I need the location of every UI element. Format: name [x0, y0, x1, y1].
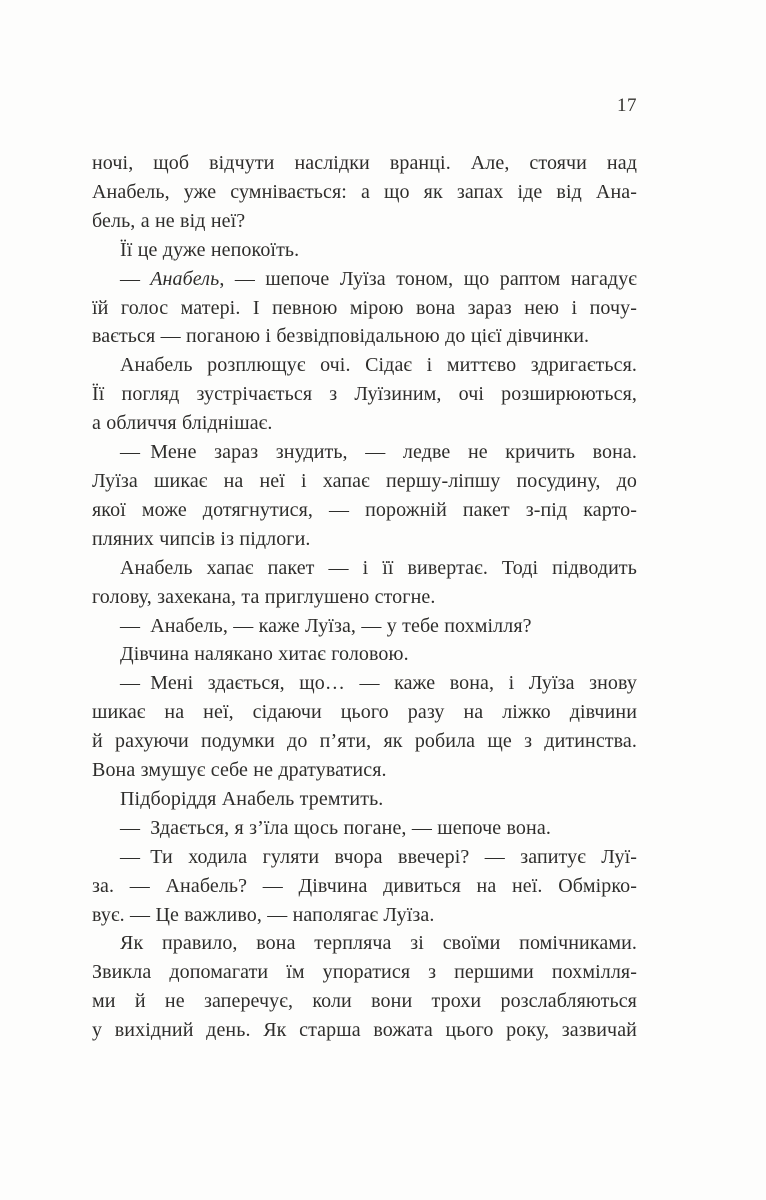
text-line [92, 525, 637, 554]
text-run: Її погляд зустрічається з Луїзиним, очі розширюються, [92, 383, 637, 406]
text-run: Вона змушує себе не дратуватися. [92, 759, 387, 782]
text-line [92, 583, 637, 612]
text-run: Анабель, уже сумнівається: а що як запах іде від Ана- [92, 180, 637, 203]
text-run: — Здається, я з’їла щось погане, — шепоче вона. [120, 816, 551, 839]
text-run: Як правило, вона терпляча зі своїми помічниками. [120, 932, 637, 955]
text-line [92, 149, 637, 178]
text-run: шикає на неї, сідаючи цього разу на ліжко дівчини [92, 701, 637, 724]
text-run: голову, захекана, та приглушено стогне. [92, 585, 436, 608]
text-line [92, 901, 637, 930]
text-run: ми й не заперечує, коли вони трохи розслабляються [92, 990, 637, 1013]
paragraph [92, 149, 637, 236]
paragraph [92, 814, 637, 843]
text-line [92, 669, 637, 698]
text-block [92, 149, 637, 1045]
page-number: 17 [617, 95, 637, 116]
text-run: , — шепоче Луїза тоном, що раптом нагадує [219, 267, 637, 290]
paragraph [92, 236, 637, 265]
text-line [92, 207, 637, 236]
text-run: й рахуючи подумки до п’яти, як робила ще з дитинства. [92, 730, 637, 753]
text-line [92, 438, 637, 467]
text-run: за. — Анабель? — Дівчина дивиться на неї. Обмірко- [92, 874, 637, 897]
text-line [92, 265, 637, 294]
text-line [92, 554, 637, 583]
text-run: їй голос матері. І певною мірою вона зараз нею і почу- [92, 296, 637, 319]
text-line [92, 814, 637, 843]
text-line [92, 785, 637, 814]
text-line [92, 929, 637, 958]
text-run: вається — поганою і безвідповідальною до цієї дівчинки. [92, 325, 590, 348]
text-line [92, 958, 637, 987]
text-line [92, 987, 637, 1016]
text-run: Її це дуже непокоїть. [120, 238, 300, 261]
text-run: — [120, 267, 151, 290]
text-line [92, 294, 637, 323]
text-run: — Мене зараз знудить, — ледве не кричить вона. [120, 441, 637, 464]
text-line [92, 496, 637, 525]
text-run: Дівчина налякано хитає головою. [120, 643, 409, 666]
paragraph [92, 843, 637, 930]
text-run: Анабель хапає пакет — і її вивертає. Тоді підводить [120, 556, 637, 579]
paragraph [92, 669, 637, 785]
text-run: Луїза шикає на неї і хапає першу-ліпшу посудину, до [92, 469, 637, 492]
text-run: вує. — Це важливо, — наполягає Луїза. [92, 903, 435, 926]
paragraph [92, 785, 637, 814]
text-run: Звикла допомагати їм упоратися з першими похмілля- [92, 961, 637, 984]
paragraph [92, 351, 637, 438]
paragraph [92, 929, 637, 1045]
text-line [92, 380, 637, 409]
paragraph [92, 438, 637, 554]
text-run: якої може дотягнутися, — порожній пакет з-під карто- [92, 498, 637, 521]
text-run: пляних чипсів із підлоги. [92, 527, 311, 550]
text-line [92, 756, 637, 785]
text-line [92, 467, 637, 496]
text-line [92, 872, 637, 901]
text-line [92, 236, 637, 265]
text-line [92, 843, 637, 872]
text-run: Підборіддя Анабель тремтить. [120, 787, 384, 810]
text-line [92, 322, 637, 351]
paragraph [92, 612, 637, 641]
text-line [92, 612, 637, 641]
paragraph [92, 554, 637, 612]
text-run: — Ти ходила гуляти вчора ввечері? — запитує Луї- [120, 845, 637, 868]
text-run: — Мені здається, що… — каже вона, і Луїза знову [120, 672, 637, 695]
text-line [92, 640, 637, 669]
text-run: бель, а не від неї? [92, 209, 246, 232]
italic-text: Анабель [150, 267, 220, 290]
text-run: Анабель розплющує очі. Сідає і миттєво здригається. [120, 354, 637, 377]
paragraph [92, 640, 637, 669]
text-line [92, 178, 637, 207]
text-line [92, 1016, 637, 1045]
text-line [92, 409, 637, 438]
text-line [92, 727, 637, 756]
text-run: ночі, щоб відчути наслідки вранці. Але, стоячи над [92, 152, 637, 174]
text-run: а обличчя бліднішає. [92, 412, 273, 435]
text-line [92, 698, 637, 727]
text-run: у вихідний день. Як старша вожата цього року, зазвичай [92, 1019, 637, 1042]
paragraph [92, 265, 637, 352]
text-line [92, 351, 637, 380]
text-run: — Анабель, — каже Луїза, — у тебе похмілля? [120, 614, 532, 637]
